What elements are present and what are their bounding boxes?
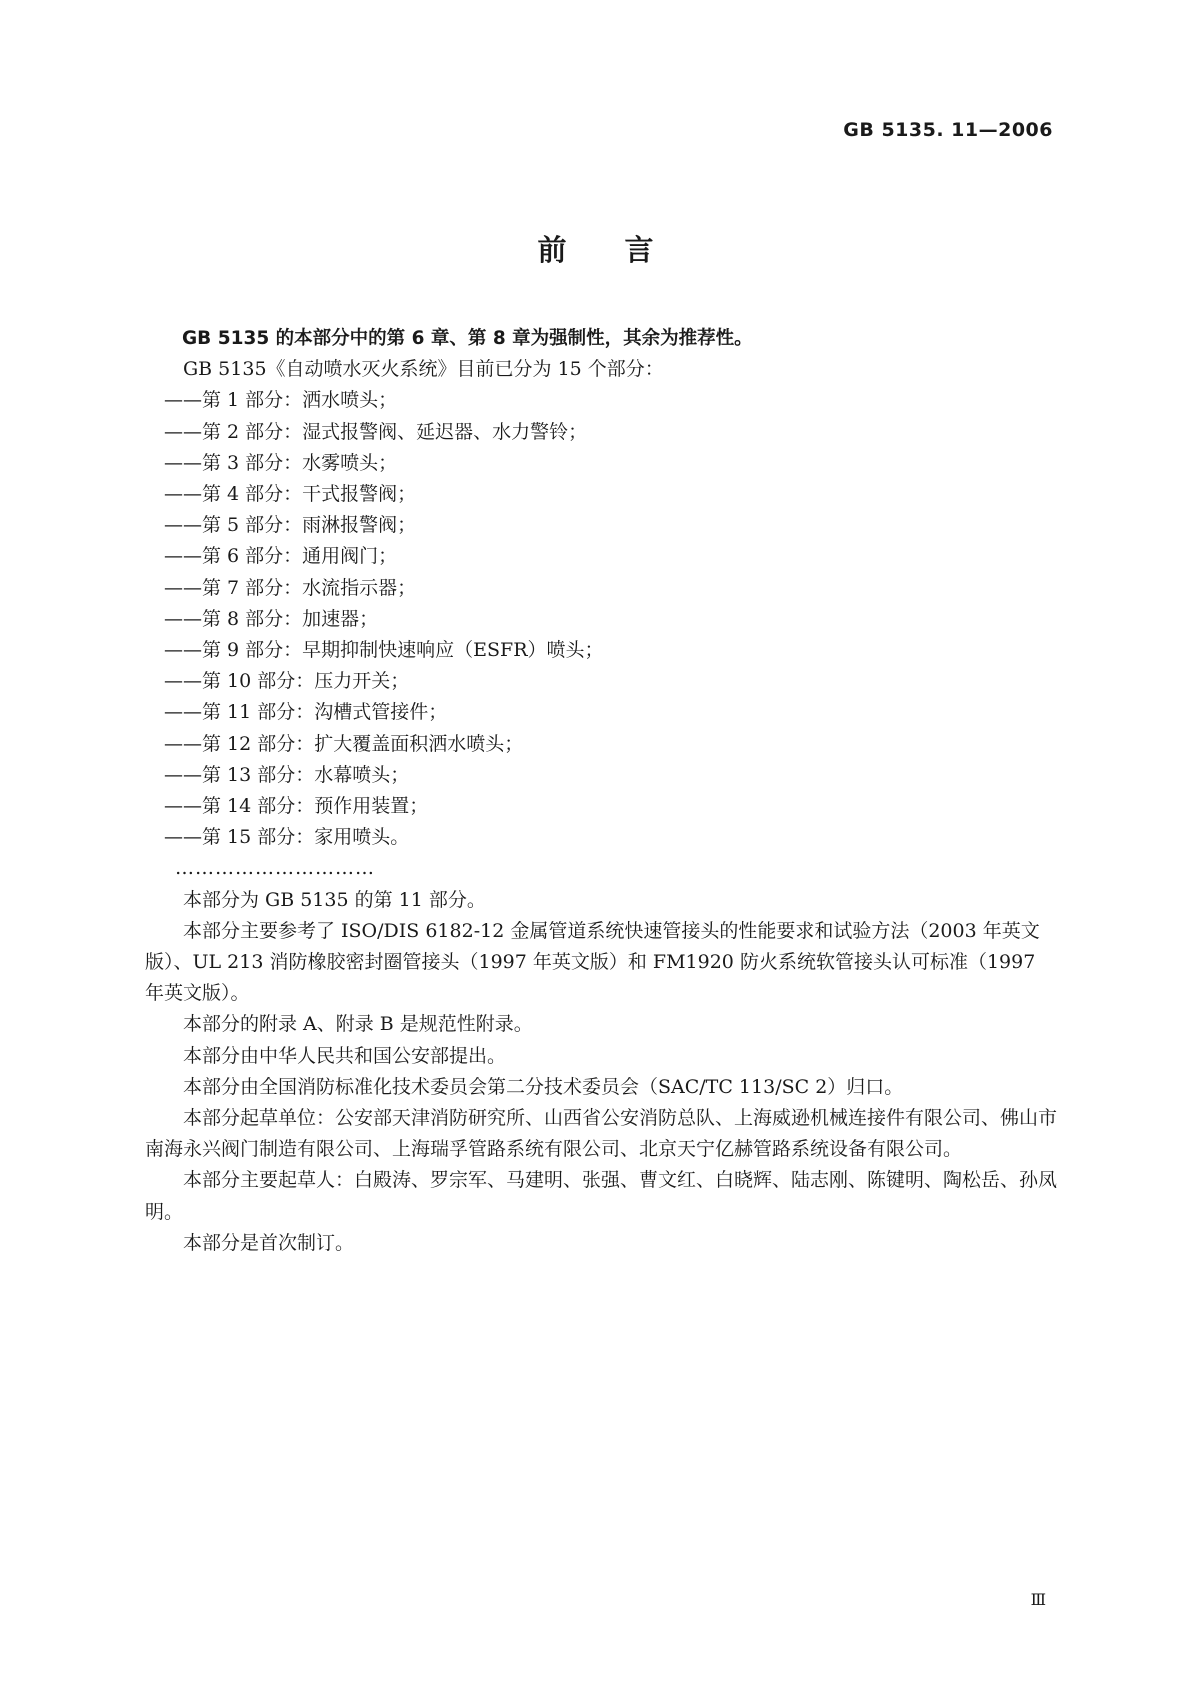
list-item: ——第 4 部分：干式报警阀； [164,483,417,506]
body-paragraph: 本部分为 GB 5135 的第 11 部分。 [183,888,486,911]
list-item: ——第 12 部分：扩大覆盖面积洒水喷头； [164,732,524,755]
list-item: ——第 6 部分：通用阀门； [164,545,398,568]
intro-paragraph: GB 5135《自动喷水灭火系统》目前已分为 15 个部分： [183,358,664,381]
body-paragraph: 本部分主要参考了 ISO/DIS 6182-12 金属管道系统快速管接头的性能要求和试验方法（2003 年英文版）、UL 213 消防橡胶密封圈管接头（1997 年英文版）和 FM1920 防火系统软管接头认可标准（1997 年英文版）。 [145,919,1040,1005]
list-item: ——第 2 部分：湿式报警阀、延迟器、水力警铃； [164,420,588,443]
list-item: ——第 14 部分：预作用装置； [164,795,429,818]
list-item: ——第 3 部分：水雾喷头； [164,451,398,474]
body-paragraph: 本部分的附录 A、附录 B 是规范性附录。 [183,1013,533,1036]
mandatory-statement: GB 5135 的本部分中的第 6 章、第 8 章为强制性，其余为推荐性。 [182,328,753,349]
body-paragraph: 本部分由中华人民共和国公安部提出。 [183,1044,507,1067]
document-body [145,323,1057,1259]
list-item: ——第 15 部分：家用喷头。 [164,826,410,849]
ellipsis-line: ………………………… [175,857,375,880]
body-paragraph: 本部分是首次制订。 [183,1231,355,1254]
body-paragraph: 本部分主要起草人：白殿涛、罗宗军、马建明、张强、曹文红、白晓辉、陆志刚、陈键明、陶松岳、孙凤明。 [145,1169,1058,1223]
page-title: 前言 [537,233,712,267]
list-item: ——第 9 部分：早期抑制快速响应（ESFR）喷头； [164,639,604,662]
list-item: ——第 7 部分：水流指示器； [164,576,417,599]
body-paragraph: 本部分起草单位：公安部天津消防研究所、山西省公安消防总队、上海威逊机械连接件有限公司、佛山市南海永兴阀门制造有限公司、上海瑞孚管路系统有限公司、北京天宁亿赫管路系统设备有限公司。 [145,1107,1058,1161]
list-item: ——第 5 部分：雨淋报警阀； [164,514,417,537]
list-item: ——第 11 部分：沟槽式管接件； [164,701,448,724]
standard-code: GB 5135. 11—2006 [843,119,1053,141]
list-item: ——第 8 部分：加速器； [164,607,379,630]
list-item: ——第 10 部分：压力开关； [164,670,410,693]
list-item: ——第 13 部分：水幕喷头； [164,763,410,786]
body-paragraph: 本部分由全国消防标准化技术委员会第二分技术委员会（SAC/TC 113/SC 2）归口。 [183,1075,904,1098]
list-item: ——第 1 部分：洒水喷头； [164,389,398,412]
page-number: Ⅲ [1030,1590,1046,1609]
